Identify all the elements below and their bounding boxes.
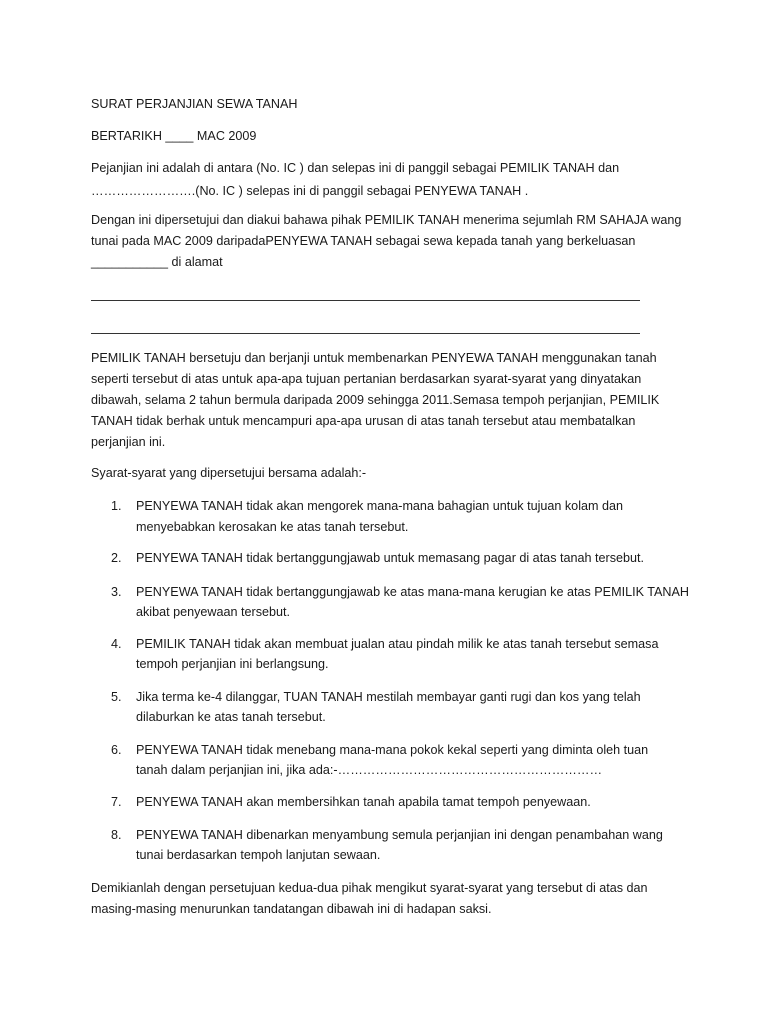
condition-number: 5. [111,690,122,704]
owner-paragraph-line: perjanjian ini. [91,435,166,449]
condition-number: 7. [111,795,122,809]
condition-line: dilaburkan ke atas tanah tersebut. [136,710,326,724]
closing-line: Demikianlah dengan persetujuan kedua-dua pihak mengikut syarat-syarat yang tersebut di atas dan [91,881,648,895]
agreement-line: ___________ di alamat [91,255,223,269]
condition-line: tempoh perjanjian ini berlangsung. [136,657,329,671]
document-title: SURAT PERJANJIAN SEWA TANAH [91,97,298,111]
date-line: BERTARIKH ____ MAC 2009 [91,129,257,143]
address-blank-line [91,333,640,334]
agreement-line: Dengan ini dipersetujui dan diakui bahawa pihak PEMILIK TANAH menerima sejumlah RM SAHAJA wang [91,213,682,227]
condition-line: tunai berdasarkan tempoh lanjutan sewaan. [136,848,381,862]
condition-number: 2. [111,551,122,565]
intro-line: …………………….(No. IC ) selepas ini di panggil sebagai PENYEWA TANAH . [91,184,529,198]
conditions-intro: Syarat-syarat yang dipersetujui bersama adalah:- [91,466,367,480]
condition-line: akibat penyewaan tersebut. [136,605,291,619]
condition-number: 8. [111,828,122,842]
owner-paragraph-line: PEMILIK TANAH bersetuju dan berjanji untuk membenarkan PENYEWA TANAH menggunakan tanah [91,351,657,365]
condition-line: PENYEWA TANAH dibenarkan menyambung semula perjanjian ini dengan penambahan wang [136,828,663,842]
agreement-line: tunai pada MAC 2009 daripadaPENYEWA TANAH sebagai sewa kepada tanah yang berkeluasan [91,234,636,248]
condition-line: PEMILIK TANAH tidak akan membuat jualan atau pindah milik ke atas tanah tersebut semasa [136,637,659,651]
owner-paragraph-line: seperti tersebut di atas untuk apa-apa tujuan pertanian berdasarkan syarat-syarat yang dinyatakan [91,372,642,386]
condition-line: PENYEWA TANAH tidak menebang mana-mana pokok kekal seperti yang diminta oleh tuan [136,743,649,757]
condition-number: 3. [111,585,122,599]
condition-line: menyebabkan kerosakan ke atas tanah tersebut. [136,520,409,534]
condition-number: 4. [111,637,122,651]
condition-line: tanah dalam perjanjian ini, jika ada:-……………………………………………………… [136,763,603,777]
condition-number: 6. [111,743,122,757]
closing-line: masing-masing menurunkan tandatangan dibawah ini di hadapan saksi. [91,902,492,916]
owner-paragraph-line: TANAH tidak berhak untuk mencampuri apa-apa urusan di atas tanah tersebut atau membatalkan [91,414,636,428]
condition-line: PENYEWA TANAH tidak bertanggungjawab untuk memasang pagar di atas tanah tersebut. [136,551,645,565]
condition-line: PENYEWA TANAH tidak bertanggungjawab ke atas mana-mana kerugian ke atas PEMILIK TANAH [136,585,689,599]
condition-line: PENYEWA TANAH akan membersihkan tanah apabila tamat tempoh penyewaan. [136,795,591,809]
owner-paragraph-line: dibawah, selama 2 tahun bermula daripada 2009 sehingga 2011.Semasa tempoh perjanjian, PEMILIK [91,393,660,407]
condition-line: PENYEWA TANAH tidak akan mengorek mana-mana bahagian untuk tujuan kolam dan [136,499,623,513]
condition-line: Jika terma ke-4 dilanggar, TUAN TANAH mestilah membayar ganti rugi dan kos yang telah [136,690,641,704]
intro-line: Pejanjian ini adalah di antara (No. IC ) dan selepas ini di panggil sebagai PEMILIK TANAH dan [91,161,620,175]
condition-number: 1. [111,499,122,513]
address-blank-line [91,300,640,301]
